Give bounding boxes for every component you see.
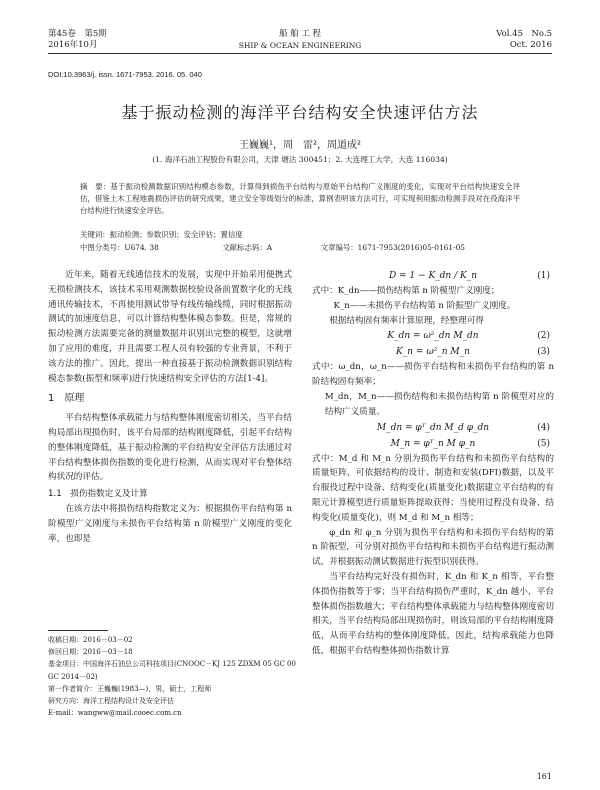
issue-date: 2016年10月 <box>48 40 98 50</box>
affiliation: (1. 海洋石油工程股份有限公司，天津 塘沽 300451；2. 大连理工大学，大连 116034) <box>152 155 448 164</box>
author-bio: 第一作者简介：王巍巍(1983—)，男，硕士，工程师 <box>48 684 212 693</box>
doi: DOI:10.3963/j. issn. 1671-7953. 2016. 05. 040 <box>48 70 202 79</box>
definition-omega: 式中：ω_dn，ω_n——损伤平台结构和未损伤平台结构的第 n 阶结构固有频率； <box>312 362 554 388</box>
equation-2-number: (2) <box>537 331 550 342</box>
equation-1-body: D = 1 − K_dn / K_n <box>388 271 478 281</box>
equation-5-body: M_n = φᵀ_n M φ_n <box>390 438 476 449</box>
equation-4-body: M_dn = φᵀ_dn M_d φ_dn <box>376 422 490 433</box>
equation-5 <box>312 436 554 452</box>
volume-issue: 第45卷 第5期 <box>48 29 107 39</box>
principle-paragraph: 平台结构整体承载能力与结构整体刚度密切相关，当平台结构局部出现损伤时，该平台局部的结构刚度降低，引起平台结构的整体刚度降低，基于振动检测的平台结构安全评估方法通过对平台结构整体损伤指数的变化进行检测，从而实现对平台整体结构状况的评估。 <box>48 413 292 483</box>
section-heading-1-1: 1.1 损伤指数定义及计算 <box>48 489 148 500</box>
definition-kn: K_n——未损伤平台结构第 n 阶振型广义刚度。 <box>333 300 516 311</box>
running-header-right <box>496 29 552 51</box>
volume-en: Vol.45 No.5 <box>496 29 552 39</box>
equation-1 <box>312 268 554 284</box>
left-column <box>48 268 292 546</box>
equation-4 <box>312 420 554 436</box>
research-area: 研究方向：海洋工程结构设计及安全评估 <box>48 697 174 706</box>
definition-mass: M_dn，M_n——损伤结构和未损伤结构第 n 阶模型对应的结构广义质量。 <box>324 391 554 417</box>
section-heading-1: 1 原理 <box>48 393 85 405</box>
document-code: 文献标志码：A <box>222 243 273 252</box>
equation-3-body: K_n = ω²_n M_n <box>396 347 470 358</box>
fund-info: 基金项目：中国海洋石油总公司科技项目(CNOOC－KJ 125 ZDXM 05 GC 00 GC 2014－02) <box>48 660 296 681</box>
footnote-rule <box>48 630 108 631</box>
journal-name-en: SHIP & OCEAN ENGINEERING <box>238 41 362 50</box>
mass-matrix-paragraph: 式中：M_d 和 M_n 分别为损伤平台结构和未损伤平台结构的质量矩阵，可依据结构的设计、制造和安装(DFI)数据，以及平台服役过程中设备、结构变化(质量变化)数据建立平台结构的有限元计算模型进行质量矩阵提取获得；当使用过程没有设备、结构变化(质量变化)，则 M_d 和 M_n 相等； <box>312 453 554 523</box>
equation-5-number: (5) <box>537 438 550 449</box>
equation-3-number: (3) <box>537 347 550 358</box>
page-number: 161 <box>536 772 552 781</box>
intro-paragraph: 近年来，随着无线通信技术的发展，实现中开始采用便携式无损检测技术，该技术采用观测数据校验设备前置数字化的无线通讯传输技术，不再使用测试带导有线传输线缆，同时根据振动测试的加速度信息，可以计算结构整体模态参数。但是，常规的振动检测方法需要完备的测量数据并识别出完整的模型，这就增加了应用的难度，并且需要工程人员有较强的专业背景，不利于该方法的推广。因此，提出一种直接基于振动检测数据识别结构模态参数(振型和频率)进行快速结构安全评估的方法[1-4]。 <box>48 270 292 384</box>
authors: 王巍巍¹，周 雷²，周道成² <box>238 140 362 151</box>
mode-shape-paragraph: φ_dn 和 φ_n 分别为损伤平台结构和未损伤平台结构的第 n 阶振型，可分别对损伤平台结构和未损伤平台结构进行振动测试，并根据振动测试数据进行振型识别获得。 <box>312 527 554 568</box>
frequency-paragraph: 根据结构固有频率计算原理，经整理可得 <box>329 315 484 326</box>
header-rule <box>48 53 552 54</box>
equation-4-number: (4) <box>537 422 550 433</box>
clc-number: 中图分类号：U674. 38 <box>80 243 159 252</box>
revised-date: 修回日期：2016－03－18 <box>48 648 133 657</box>
paper-title: 基于振动检测的海洋平台结构安全快速评估方法 <box>121 103 479 122</box>
date-en: Oct. 2016 <box>509 40 552 50</box>
received-date: 收稿日期：2016－03－02 <box>48 636 133 644</box>
article-number: 文章编号：1671-7953(2016)05-0161-05 <box>320 243 465 252</box>
equation-2-body: K_dn = ω²_dn M_dn <box>387 331 479 342</box>
definition-kdn: 式中：K_dn——损伤结构第 n 阶模型广义刚度； <box>312 286 500 296</box>
journal-name-cn: 船 舶 工 程 <box>278 29 322 39</box>
damage-index-paragraph: 在该方法中将损伤结构指数定义为：根据损伤平台结构第 n 阶模型广义刚度与未损伤平台结构第 n 阶模型广义刚度的变化率，也即是 <box>48 503 292 544</box>
equation-1-number: (1) <box>537 271 550 281</box>
equation-3 <box>312 344 554 360</box>
author-email: E-mail：wangww@mail.cooec.com.cn <box>48 709 182 718</box>
equation-2 <box>312 328 554 344</box>
damage-evaluation-paragraph: 当平台结构完好没有损伤时，K_dn 和 K_n 相等，平台整体损伤指数等于零；当平台结构损伤严重时，K_dn 越小，平台整体损伤指数越大；平台结构整体承载能力与结构整体刚度密切相关，当平台结构局部出现损伤时，则该局部的平台结构刚度降低，从而平台结构的整体刚度降低，因此，结构承载能力也降低，根据平台结构整体损伤指数计算 <box>312 571 554 656</box>
right-column <box>312 268 554 659</box>
classification-line <box>80 242 550 253</box>
keywords: 关键词：振动检测；参数识别；安全评估；置信度 <box>80 230 243 239</box>
abstract: 摘 要：基于振动检测数据识别结构模态参数，计算得到损伤平台结构与原始平台结构广义刚度的变化，实现对平台结构快速安全评估，借鉴土木工程地震损伤评估的研究成果，建立安全等级划分的标准，算例表明该方法可行，可实现利用振动检测手段对在役海洋平台结构进行快速安全评估。 <box>80 182 520 215</box>
footnote <box>48 634 298 719</box>
